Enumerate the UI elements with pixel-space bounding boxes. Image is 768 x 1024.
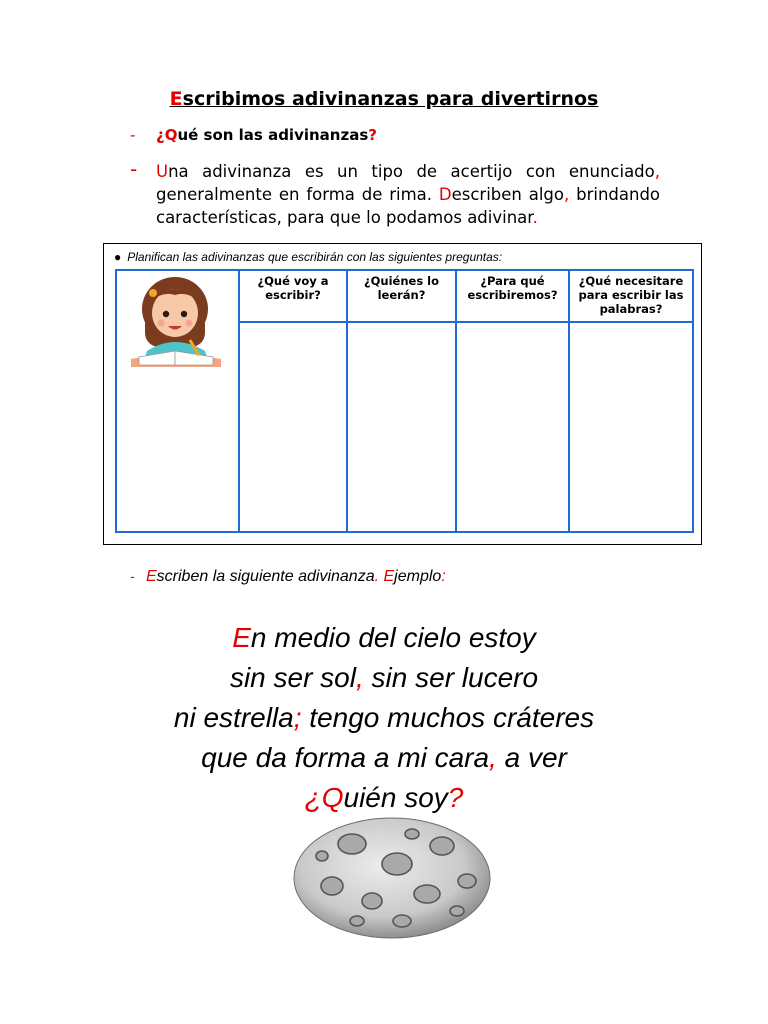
riddle-line: [0, 778, 768, 818]
riddle-text: sin ser sol: [229, 662, 356, 693]
riddle-text: sin ser lucero: [363, 662, 539, 693]
question-dash: -: [130, 126, 136, 144]
bullet-icon: ●: [114, 250, 122, 264]
riddle-text: que da forma a mi cara: [201, 742, 490, 773]
riddle-line: [0, 698, 768, 738]
riddle-line: [0, 658, 768, 698]
example-initial: E: [146, 568, 157, 585]
moon-icon: [292, 816, 492, 940]
example-dash: -: [130, 568, 135, 584]
question-text: ué son las adivinanzas: [177, 126, 369, 144]
example-initial-2: E: [383, 568, 395, 585]
definition-dash: -: [130, 157, 138, 181]
page-title: [0, 88, 768, 110]
example-text: scriben la siguiente adivinanza: [156, 568, 375, 585]
def-part: D: [438, 185, 452, 204]
question-close: ?: [368, 126, 377, 144]
riddle-text: n medio del cielo estoy: [250, 622, 536, 653]
question-open: ¿Q: [156, 126, 178, 144]
table-header-row: [116, 270, 693, 322]
planning-table: [115, 269, 694, 533]
riddle-punct: ,: [355, 662, 364, 693]
riddle-punct: ?: [447, 782, 464, 813]
riddle-poem: [0, 618, 768, 818]
planning-instruction: [114, 250, 502, 264]
example-dot: .: [374, 568, 380, 585]
planning-box: [103, 243, 702, 545]
column-header: ¿Qué voy a escribir?: [239, 270, 347, 322]
riddle-text: a ver: [496, 742, 567, 773]
riddle-line: [0, 738, 768, 778]
question-heading: [130, 126, 377, 144]
riddle-text: ni estrella: [173, 702, 294, 733]
example-instruction: [130, 568, 446, 586]
def-part: brindando características, para que lo podamos adivinar: [156, 185, 661, 227]
riddle-punct: ¿Q: [304, 782, 344, 813]
def-part: U: [156, 162, 169, 181]
def-part: .: [532, 208, 538, 227]
answer-cell[interactable]: [239, 322, 347, 532]
riddle-text: uién soy: [343, 782, 448, 813]
def-part: generalmente en forma de rima.: [156, 185, 439, 204]
def-part: ,: [564, 185, 570, 204]
riddle-punct: ,: [489, 742, 497, 773]
title-initial: E: [169, 88, 183, 110]
example-text-2: jemplo: [394, 568, 442, 585]
example-colon: :: [441, 568, 446, 585]
girl-image-cell: [116, 270, 239, 532]
riddle-initial: E: [232, 622, 251, 653]
answer-cell[interactable]: [456, 322, 569, 532]
def-part: na adivinanza es un tipo de acertijo con enunciado: [168, 162, 655, 181]
column-header: ¿Para qué escribiremos?: [456, 270, 569, 322]
column-header: ¿Quiénes lo leerán?: [347, 270, 456, 322]
column-header: ¿Qué necesitare para escribir las palabras?: [569, 270, 693, 322]
def-part: escriben algo: [451, 185, 564, 204]
girl-reading-icon: [117, 271, 236, 371]
def-part: ,: [654, 162, 660, 181]
riddle-text: tengo muchos cráteres: [301, 702, 595, 733]
answer-cell[interactable]: [347, 322, 456, 532]
title-text: scribimos adivinanzas para divertirnos: [182, 88, 599, 110]
riddle-punct: ;: [293, 702, 302, 733]
answer-cell[interactable]: [569, 322, 693, 532]
definition-paragraph: [130, 157, 661, 229]
planning-instruction-text: Planifican las adivinanzas que escribirán con las siguientes preguntas:: [127, 250, 503, 264]
riddle-line: [0, 618, 768, 658]
